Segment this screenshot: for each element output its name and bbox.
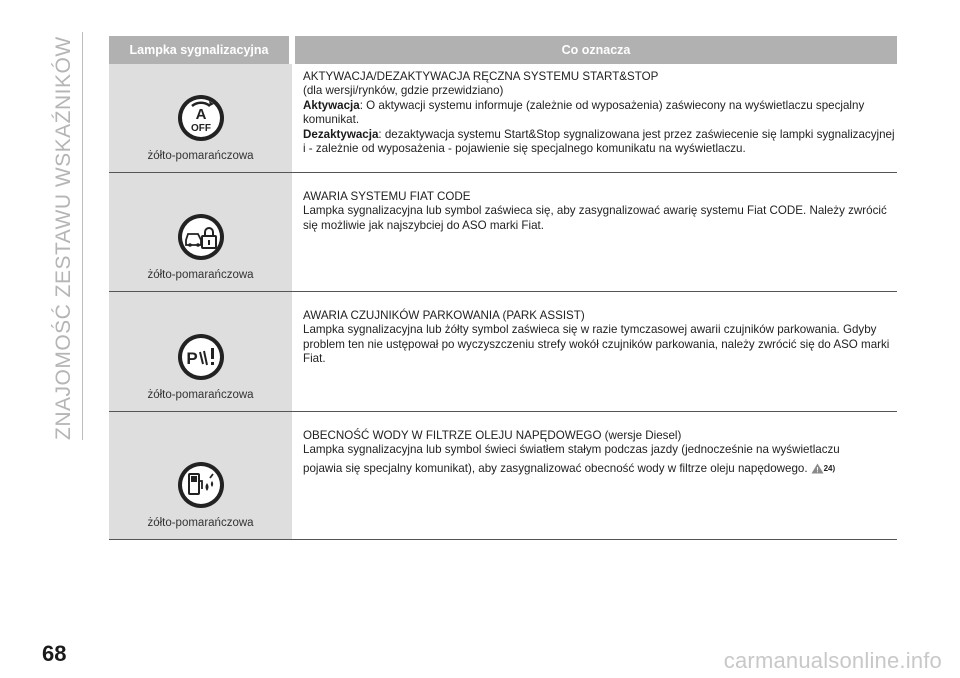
reference-number: 24) bbox=[823, 463, 836, 473]
header-lamp: Lampka sygnalizacyjna bbox=[109, 36, 292, 64]
term-activation: Aktywacja bbox=[303, 98, 360, 112]
deactivation-text: : dezaktywacja systemu Start&Stop sygnalizowana jest przez zaświecenie się lampki sygnalizacyjnej i - zależnie od wyposażenia - pojawienie się specjalnego komunikatu na wyświetlaczu. bbox=[303, 127, 895, 156]
page-number: 68 bbox=[42, 641, 67, 666]
meaning-cell bbox=[292, 292, 897, 412]
lamp-color-label: żółto-pomarańczowa bbox=[147, 269, 254, 281]
lamp-cell bbox=[109, 292, 292, 412]
row-title: AWARIA CZUJNIKÓW PARKOWANIA (PARK ASSIST) bbox=[303, 309, 585, 322]
header-meaning: Co oznacza bbox=[292, 36, 897, 64]
row-subtitle: (dla wersji/rynków, gdzie przewidziano) bbox=[303, 84, 504, 98]
row-text-line1: Lampka sygnalizacyjna lub symbol świeci światłem stałym podczas jazdy (jednocześnie na wyświetlaczu bbox=[303, 443, 840, 457]
svg-text:P: P bbox=[185, 349, 198, 368]
warning-lights-table bbox=[109, 36, 897, 540]
row-title: OBECNOŚĆ WODY W FILTRZE OLEJU NAPĘDOWEGO (wersje Diesel) bbox=[303, 429, 682, 442]
meaning-cell bbox=[292, 412, 897, 540]
lamp-cell bbox=[109, 412, 292, 540]
svg-text:OFF: OFF bbox=[190, 123, 211, 134]
row-text-line2: pojawia się specjalny komunikat), aby zasygnalizować obecność wody w filtrze oleju napędowego. bbox=[303, 461, 808, 475]
start-stop-off-icon bbox=[177, 94, 225, 142]
warning-triangle-icon bbox=[811, 463, 824, 474]
fiat-code-car-lock-icon bbox=[177, 213, 225, 261]
table-header-row bbox=[109, 36, 897, 64]
lamp-color-label: żółto-pomarańczowa bbox=[147, 517, 254, 529]
section-title: ZNAJOMOŚĆ ZESTAWU WSKAŹNIKÓW bbox=[52, 36, 75, 440]
table-row bbox=[109, 292, 897, 412]
lamp-color-label: żółto-pomarańczowa bbox=[147, 389, 254, 401]
water-in-fuel-filter-icon bbox=[177, 461, 225, 509]
lamp-cell bbox=[109, 64, 292, 173]
table-row bbox=[109, 412, 897, 540]
row-title: AKTYWACJA/DEZAKTYWACJA RĘCZNA SYSTEMU START&STOP bbox=[303, 70, 659, 83]
lamp-color-label: żółto-pomarańczowa bbox=[147, 150, 254, 162]
table-row bbox=[109, 173, 897, 292]
meaning-cell bbox=[292, 64, 897, 173]
section-rule bbox=[82, 32, 83, 440]
activation-text: : O aktywacji systemu informuje (zależnie od wyposażenia) zaświecony na wyświetlaczu specjalny komunikat. bbox=[303, 98, 865, 127]
row-title: AWARIA SYSTEMU FIAT CODE bbox=[303, 190, 471, 203]
meaning-cell bbox=[292, 173, 897, 292]
term-deactivation: Dezaktywacja bbox=[303, 127, 379, 141]
svg-text:A: A bbox=[195, 106, 206, 123]
table-row bbox=[109, 64, 897, 173]
row-text: Lampka sygnalizacyjna lub symbol zaświeca się, aby zasygnalizować awarię systemu Fiat CODE. Należy zwrócić się możliwie jak najszybciej do ASO marki Fiat. bbox=[303, 204, 887, 232]
watermark: carmanualsonline.info bbox=[723, 648, 942, 673]
row-text: Lampka sygnalizacyjna lub żółty symbol zaświeca się w razie tymczasowej awarii czujników parkowania. Gdyby problem ten nie ustępował po wyczyszczeniu strefy wokół czujników parkowania, należy zwrócić się do ASO marki Fiat. bbox=[303, 323, 890, 366]
park-assist-fault-icon bbox=[177, 333, 225, 381]
lamp-cell bbox=[109, 173, 292, 292]
